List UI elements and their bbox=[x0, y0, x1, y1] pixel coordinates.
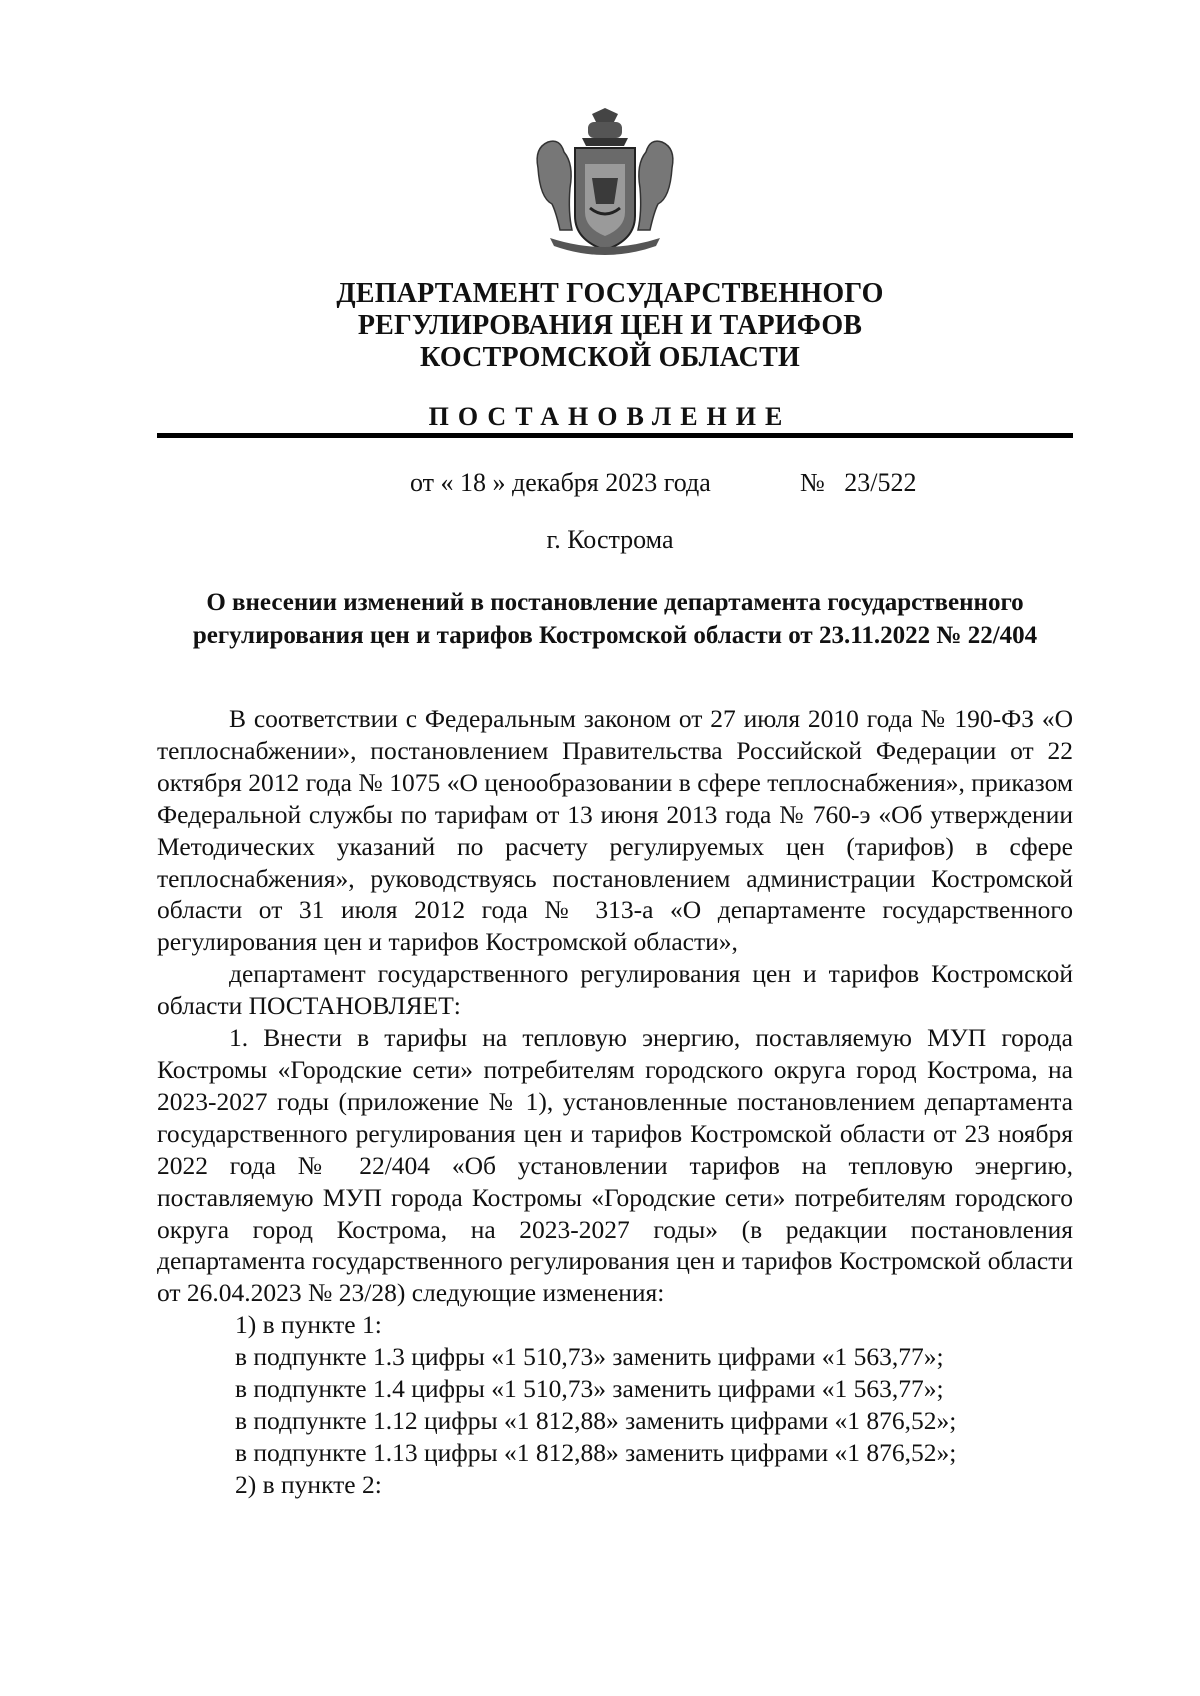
sub-item: в подпункте 1.4 цифры «1 510,73» заменить цифрами «1 563,77»; bbox=[235, 1374, 944, 1404]
coat-of-arms-icon bbox=[530, 108, 680, 256]
subject-line: О внесении изменений в постановление департамента государственного bbox=[206, 589, 1024, 616]
document-body bbox=[157, 703, 1073, 1501]
preamble-paragraph: В соответствии с Федеральным законом от 27 июля 2010 года № 190-ФЗ «О теплоснабжении», постановлением Правительства Российской Федерации от 22 октября 2012 года № 1075 «О ценообразовании в сфере теплоснабжения», приказом Федеральной службы по тарифам от 13 июня 2013 года № 760-э «Об утверждении Методических указаний по расчету регулируемых цен (тарифов) в сфере теплоснабжения», руководствуясь постановлением администрации Костромской области от 31 июля 2012 года № 313-а «О департаменте государственного регулирования цен и тарифов Костромской области», bbox=[157, 704, 1073, 957]
subject-line: регулирования цен и тарифов Костромской области от 23.11.2022 № 22/404 bbox=[192, 622, 1038, 649]
sub-item: 1) в пункте 1: bbox=[235, 1310, 382, 1340]
item-1-paragraph: 1. Внести в тарифы на тепловую энергию, поставляемую МУП города Костромы «Городские сети» потребителям городского округа город Кострома, на 2023-2027 годы (приложение № 1), установленные постановлением департамента государственного регулирования цен и тарифов Костромской области от 23 ноября 2022 года № 22/404 «Об установлении тарифов на тепловую энергию, поставляемую МУП города Костромы «Городские сети» потребителям городского округа город Кострома, на 2023-2027 годы» (в редакции постановления департамента государственного регулирования цен и тарифов Костромской области от 26.04.2023 № 23/28) следующие изменения: bbox=[157, 1023, 1073, 1308]
sub-item: в подпункте 1.3 цифры «1 510,73» заменить цифрами «1 563,77»; bbox=[235, 1342, 944, 1372]
document-type-heading: ПОСТАНОВЛЕНИЕ bbox=[428, 402, 792, 431]
document-subject bbox=[150, 586, 1080, 652]
department-title-line: ДЕПАРТАМЕНТ ГОСУДАРСТВЕННОГО bbox=[336, 278, 884, 309]
department-title bbox=[160, 278, 1060, 374]
document-number: № 23/522 bbox=[800, 468, 917, 497]
resolution-paragraph: департамент государственного регулирования цен и тарифов Костромской области ПОСТАНОВЛЯЕТ: bbox=[157, 959, 1073, 1021]
department-title-line: КОСТРОМСКОЙ ОБЛАСТИ bbox=[420, 342, 800, 373]
sub-item: 2) в пункте 2: bbox=[235, 1469, 382, 1499]
header-divider bbox=[157, 433, 1073, 438]
document-city: г. Кострома bbox=[546, 525, 674, 554]
sub-item: в подпункте 1.13 цифры «1 812,88» заменить цифрами «1 876,52»; bbox=[235, 1437, 957, 1467]
department-title-line: РЕГУЛИРОВАНИЯ ЦЕН И ТАРИФОВ bbox=[357, 310, 863, 341]
document-date: от « 18 » декабря 2023 года bbox=[410, 468, 711, 497]
sub-item: в подпункте 1.12 цифры «1 812,88» заменить цифрами «1 876,52»; bbox=[235, 1405, 957, 1435]
